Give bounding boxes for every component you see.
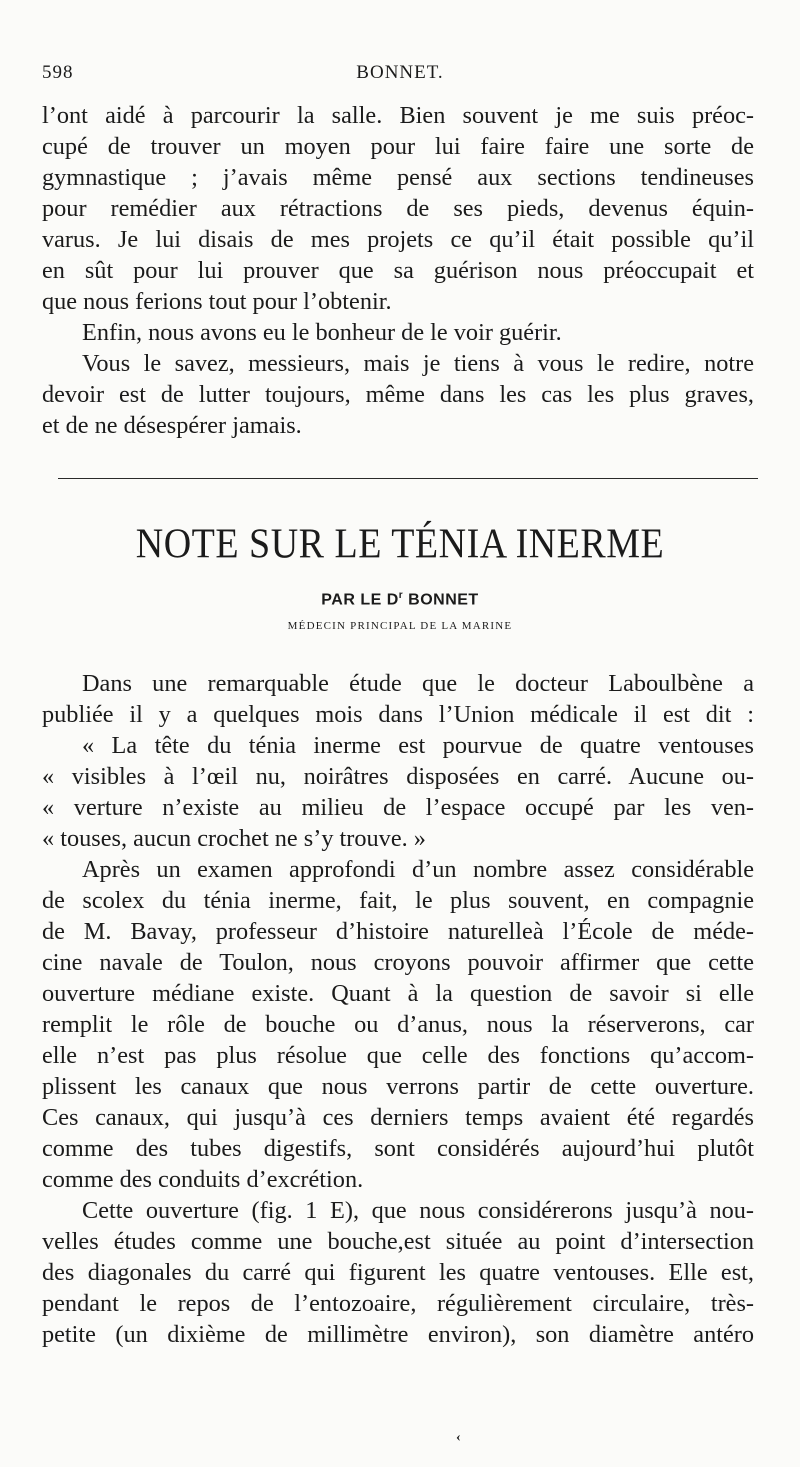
text-line: plissent les canaux que nous verrons partir de cette ouverture.	[42, 1073, 754, 1100]
paragraph-intro	[42, 668, 754, 730]
text-line: Vous le savez, messieurs, mais je tiens à vous le redire, notre	[82, 350, 754, 377]
byline-name: BONNET	[408, 591, 479, 609]
article-title: NOTE SUR LE TÉNIA INERME	[135, 520, 665, 568]
article-body	[42, 668, 754, 1350]
text-line: des diagonales du carré qui figurent les quatre ventouses. Elle est,	[42, 1259, 754, 1286]
page-number: 598	[42, 62, 74, 83]
text-line: cine navale de Toulon, nous croyons pouvoir affirmer que cette	[42, 949, 754, 976]
text-line: « verture n’existe au milieu de l’espace occupé par les ven-	[42, 794, 754, 821]
byline-superscript: r	[398, 590, 404, 601]
text-line: « La tête du ténia inerme est pourvue de quatre ventouses	[82, 732, 754, 759]
text-line: de scolex du ténia inerme, fait, le plus souvent, en compagnie	[42, 887, 754, 914]
text-line: pour remédier aux rétractions de ses pieds, devenus équin-	[42, 195, 754, 222]
text-line: et de ne désespérer jamais.	[42, 412, 302, 439]
text-line: « visibles à l’œil nu, noirâtres disposées en carré. Aucune ou-	[42, 763, 754, 790]
text-line: velles études comme une bouche,est située au point d’intersection	[42, 1228, 754, 1255]
byline-prefix: PAR LE D	[321, 591, 399, 609]
running-head-author: BONNET.	[356, 62, 444, 83]
paragraph-continuation	[42, 100, 754, 317]
text-line: publiée il y a quelques mois dans l’Union médicale il est dit :	[42, 701, 754, 728]
text-line: elle n’est pas plus résolue que celle des fonctions qu’accom-	[42, 1042, 754, 1069]
printer-mark: ‹	[456, 1430, 461, 1445]
text-line: ouverture médiane existe. Quant à la question de savoir si elle	[42, 980, 754, 1007]
paragraph-conclusion	[42, 348, 754, 441]
text-line: varus. Je lui disais de mes projets ce qu’il était possible qu’il	[42, 226, 754, 253]
article-byline	[0, 590, 800, 609]
author-role: MÉDECIN PRINCIPAL DE LA MARINE	[287, 620, 513, 632]
previous-article-ending	[42, 100, 754, 441]
text-line: Ces canaux, qui jusqu’à ces derniers temps avaient été regardés	[42, 1104, 754, 1131]
text-line: en sût pour lui prouver que sa guérison nous préoccupait et	[42, 257, 754, 284]
text-line: remplit le rôle de bouche ou d’anus, nous la réserverons, car	[42, 1011, 754, 1038]
paragraph-examination	[42, 854, 754, 1195]
text-line: cupé de trouver un moyen pour lui faire faire une sorte de	[42, 133, 754, 160]
text-line: comme des conduits d’excrétion.	[42, 1166, 364, 1193]
paragraph-recovery: Enfin, nous avons eu le bonheur de le voir guérir.	[82, 319, 562, 346]
text-line: Après un examen approfondi d’un nombre assez considérable	[82, 856, 754, 883]
text-line: gymnastique ; j’avais même pensé aux sections tendineuses	[42, 164, 754, 191]
text-line: petite (un dixième de millimètre environ), son diamètre antéro	[42, 1321, 754, 1348]
text-line: que nous ferions tout pour l’obtenir.	[42, 288, 392, 315]
text-line: l’ont aidé à parcourir la salle. Bien souvent je me suis préoc-	[42, 102, 754, 129]
quotation	[42, 730, 754, 854]
text-line: Dans une remarquable étude que le docteur Laboulbène a	[82, 670, 754, 697]
text-line: Cette ouverture (fig. 1 E), que nous considérerons jusqu’à nou-	[82, 1197, 754, 1224]
paragraph-opening	[42, 1195, 754, 1350]
text-line: de M. Bavay, professeur d’histoire naturelleà l’École de méde-	[42, 918, 754, 945]
text-line: devoir est de lutter toujours, même dans les cas les plus graves,	[42, 381, 754, 408]
text-line: comme des tubes digestifs, sont considérés aujourd’hui plutôt	[42, 1135, 754, 1162]
running-head	[42, 62, 758, 86]
text-line: « touses, aucun crochet ne s’y trouve. »	[42, 825, 426, 852]
section-divider	[58, 478, 758, 479]
text-line: pendant le repos de l’entozoaire, régulièrement circulaire, très-	[42, 1290, 754, 1317]
